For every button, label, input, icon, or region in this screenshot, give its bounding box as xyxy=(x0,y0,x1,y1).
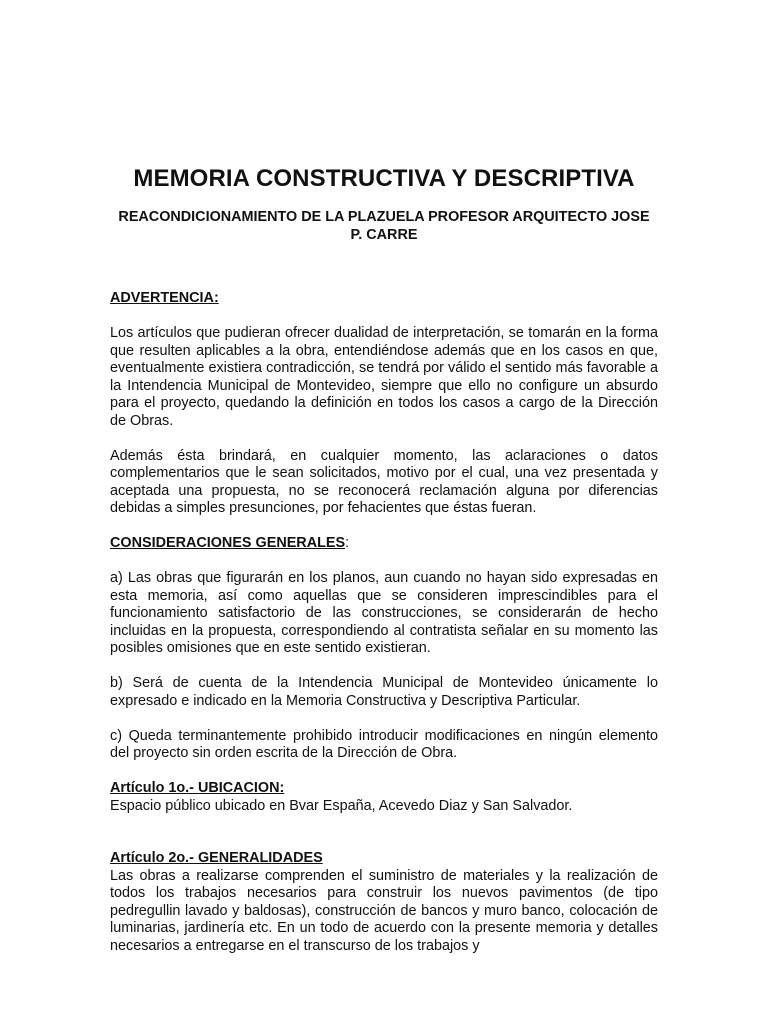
advertencia-paragraph-1: Los artículos que pudieran ofrecer dualidad de interpretación, se tomarán en la forma que resulten aplicables a la obra, entendiéndose además que en los casos en que, eventualmente existiera contradicción, se tendrá por válido el sentido más favorable a la Intendencia Municipal de Montevideo, siempre que ello no configure un absurdo para el proyecto, quedando la definición en todos los casos a cargo de la Dirección de Obras. xyxy=(110,325,658,429)
consideracion-item-a: a) Las obras que figurarán en los planos, aun cuando no hayan sido expresadas en esta memoria, así como aquellas que se consideren imprescindibles para el funcionamiento satisfactorio de las construcciones, se considerarán de hecho incluidas en la propuesta, correspondiendo al contratista señalar en su momento las posibles omisiones que en este sentido existieran. xyxy=(110,570,658,656)
consideracion-item-c: c) Queda terminantemente prohibido introducir modificaciones en ningún elemento del proyecto sin orden escrita de la Dirección de Obra. xyxy=(110,727,658,761)
consideraciones-heading-colon: : xyxy=(345,535,350,551)
articulo-2-text: Las obras a realizarse comprenden el suministro de materiales y la realización de todos los trabajos necesarios para construir los nuevos pavimentos (de tipo pedregullin lavado y baldosas), construcción de bancos y muro banco, colocación de luminarias, jardinería etc. En un todo de acuerdo con la presente memoria y detalles necesarios a entregarse en el transcurso de los trabajos y xyxy=(110,867,658,954)
consideracion-item-b: b) Será de cuenta de la Intendencia Municipal de Montevideo únicamente lo expresado e indicado en la Memoria Constructiva y Descriptiva Particular. xyxy=(110,675,658,709)
consideraciones-heading: CONSIDERACIONES GENERALES xyxy=(110,535,346,551)
articulo-2-heading: Artículo 2o.- GENERALIDADES xyxy=(110,850,323,866)
document-page xyxy=(110,163,658,955)
articulo-1-text: Espacio público ubicado en Bvar España, Acevedo Diaz y San Salvador. xyxy=(110,797,573,814)
advertencia-heading: ADVERTENCIA: xyxy=(110,290,219,306)
consideraciones-heading-line xyxy=(110,535,658,553)
advertencia-paragraph-2: Además ésta brindará, en cualquier momento, las aclaraciones o datos complementarios que le sean solicitados, motivo por el cual, una vez presentada y aceptada una propuesta, no se reconocerá reclamación alguna por diferencias debidas a simples presunciones, por fehacientes que éstas fueran. xyxy=(110,447,658,516)
document-subtitle: REACONDICIONAMIENTO DE LA PLAZUELA PROFESOR ARQUITECTO JOSE P. CARRE xyxy=(118,209,650,243)
articulo-1-heading: Artículo 1o.- UBICACION: xyxy=(110,780,285,796)
document-title: MEMORIA CONSTRUCTIVA Y DESCRIPTIVA xyxy=(133,165,635,192)
